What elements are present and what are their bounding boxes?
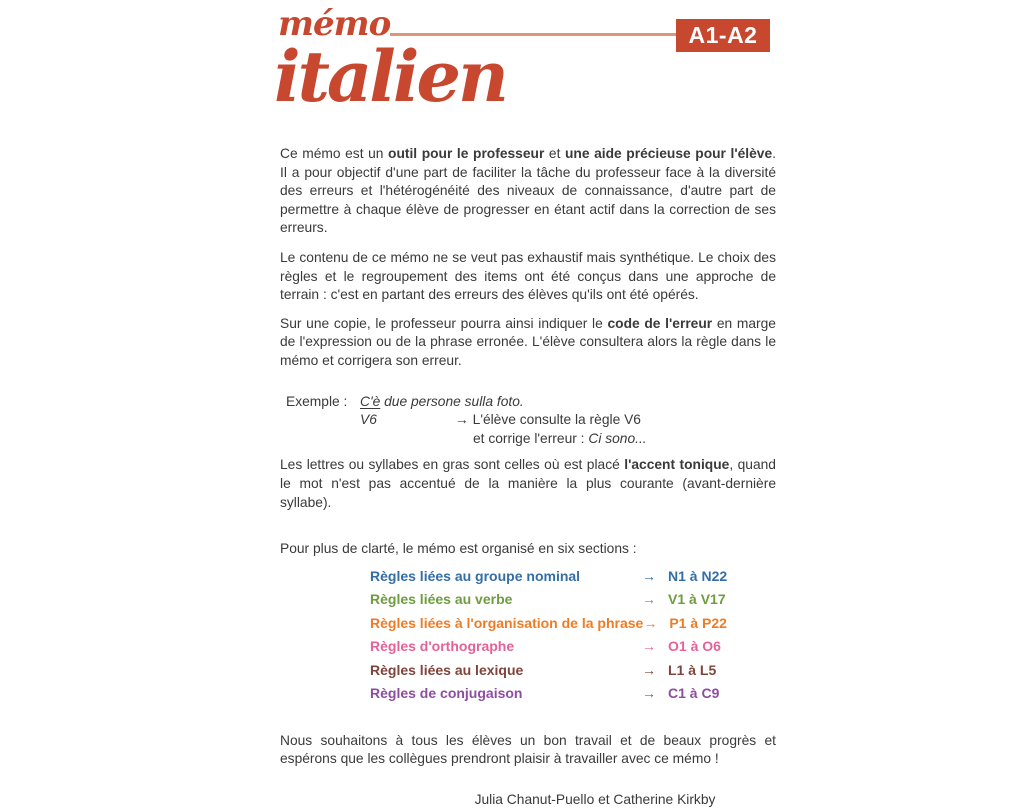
- document-body: [280, 145, 776, 809]
- sections-intro: Pour plus de clarté, le mémo est organisé en six sections :: [280, 541, 637, 557]
- intro-paragraph-1: [280, 145, 776, 238]
- section-range: C1 à C9: [668, 685, 720, 702]
- p1-mid: et: [544, 146, 565, 161]
- p4-bold-accent: l'accent tonique: [624, 457, 730, 473]
- intro-paragraph-2: Le contenu de ce mémo ne se veut pas exhaustif mais synthétique. Le choix des règles et le regroupement des items ont été conçus dans une approche de terrain : c'est en partant des erreurs des élèves qu'ils ont été opérés.: [280, 249, 776, 303]
- section-row: [370, 588, 776, 612]
- example-consult-text: L'élève consulte la règle V6: [472, 412, 641, 428]
- arrow-icon: →: [643, 614, 658, 631]
- p3-post: en marge de l'expression ou de la phrase erronée. L'élève consultera alors la règle dans le mémo et corrigera son erreur.: [280, 315, 776, 368]
- example-rule-code: V6: [360, 412, 377, 428]
- example-correct-pre: et corrige l'erreur :: [473, 430, 589, 446]
- section-label: Règles liées au lexique: [370, 661, 524, 678]
- example-line-1: [280, 393, 776, 412]
- section-row: [370, 612, 776, 636]
- section-row: [370, 659, 776, 683]
- example-correct-italic: Ci sono...: [588, 430, 647, 446]
- section-range: L1 à L5: [668, 661, 717, 678]
- logo-italien-text: italien: [274, 35, 506, 118]
- section-label: Règles d'orthographe: [370, 638, 515, 655]
- p4-post: , quand le mot n'est pas accentué de la manière la plus courante (avant-dernière syllabe).: [280, 457, 776, 510]
- example-block: [280, 393, 776, 449]
- logo-memo-text: mémo: [278, 4, 391, 44]
- section-label: Règles de conjugaison: [370, 685, 523, 702]
- level-badge: A1-A2: [676, 19, 770, 52]
- section-row: [370, 682, 776, 706]
- section-row: [370, 565, 776, 589]
- arrow-icon: →: [642, 591, 656, 608]
- p3-pre: Sur une copie, le professeur pourra ainsi indiquer le: [280, 315, 608, 331]
- arrow-icon: →: [642, 567, 656, 584]
- p4-pre: Les lettres ou syllabes en gras sont celles où est placé: [280, 457, 625, 473]
- p1-bold-professeur: outil pour le professeur: [388, 146, 545, 161]
- example-error-rest: due persone sulla foto.: [380, 393, 524, 409]
- section-row: [370, 635, 776, 659]
- authors-line: Julia Chanut-Puello et Catherine Kirkby: [474, 791, 716, 807]
- arrow-icon: →: [642, 638, 656, 655]
- section-label: Règles liées au verbe: [370, 591, 513, 608]
- p3-bold-code-erreur: code de l'erreur: [607, 315, 713, 331]
- closing-paragraph: Nous souhaitons à tous les élèves un bon travail et de beaux progrès et espérons que les collègues prendront plaisir à travailler avec ce mémo !: [280, 732, 776, 767]
- example-line-2: [280, 411, 776, 430]
- arrow-icon: →: [455, 412, 469, 428]
- section-range: N1 à N22: [668, 567, 728, 584]
- p1-pre: Ce mémo est un: [280, 146, 389, 161]
- example-error-underlined: C'è: [360, 393, 381, 409]
- sections-list: [370, 565, 776, 706]
- section-range: O1 à O6: [668, 638, 721, 655]
- example-label: Exemple :: [286, 393, 348, 409]
- section-range: P1 à P22: [669, 614, 727, 631]
- arrow-icon: →: [642, 685, 656, 702]
- intro-paragraph-3: [280, 315, 776, 371]
- example-line-3: [473, 430, 776, 449]
- section-range: V1 à V17: [668, 591, 726, 608]
- p1-post: . Il a pour objectif d'une part de faciliter la tâche du professeur face à la diversité des erreurs et l'hétérogénéité des niveaux de connaissance, d'autre part de permettre à chaque élève de progresser en étant actif dans la correction de ses erreurs.: [280, 146, 776, 236]
- arrow-icon: →: [642, 661, 656, 678]
- p1-bold-eleve: une aide précieuse pour l'élève: [564, 146, 773, 161]
- section-label: Règles liées à l'organisation de la phrase: [370, 614, 644, 631]
- section-label: Règles liées au groupe nominal: [370, 567, 581, 584]
- accent-paragraph: [280, 456, 776, 512]
